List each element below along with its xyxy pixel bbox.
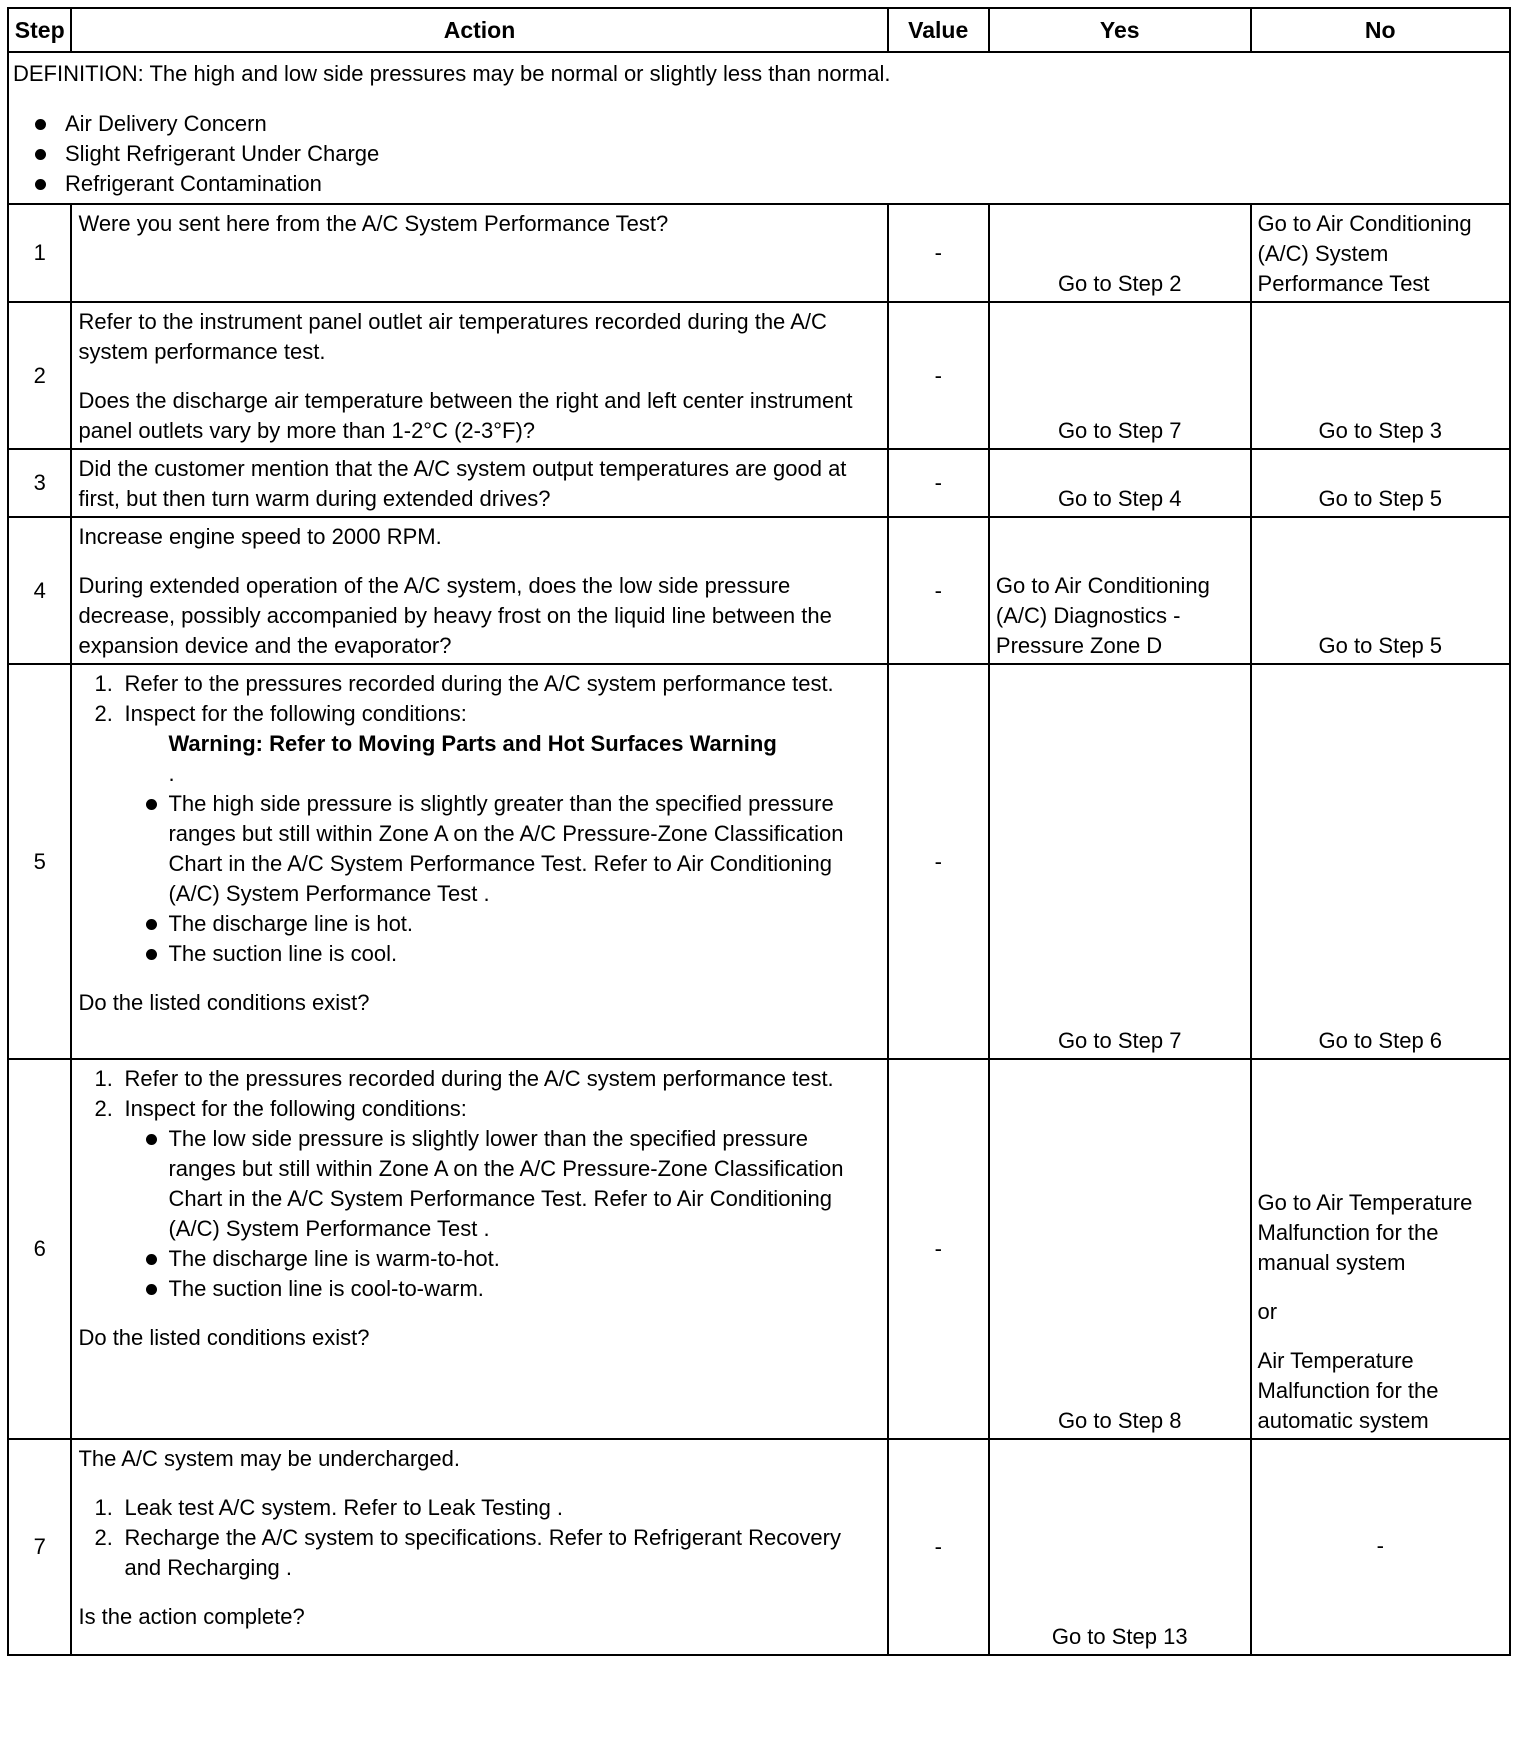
step-action bbox=[71, 1059, 887, 1439]
step-no: - bbox=[1251, 1439, 1510, 1655]
condition-item: The suction line is cool-to-warm. bbox=[124, 1274, 880, 1304]
procedure-item: 1. Leak test A/C system. Refer to Leak Testing . bbox=[94, 1495, 564, 1520]
step-row-7 bbox=[8, 1439, 1510, 1655]
header-row bbox=[8, 8, 1510, 52]
step-procedure-list bbox=[78, 1064, 880, 1124]
step-value: - bbox=[888, 449, 989, 517]
definition-item: Slight Refrigerant Under Charge bbox=[13, 139, 1505, 169]
condition-list bbox=[78, 789, 880, 969]
header-value: Value bbox=[888, 8, 989, 52]
step-value: - bbox=[888, 1439, 989, 1655]
step-yes: Go to Step 7 bbox=[989, 302, 1251, 449]
header-yes: Yes bbox=[989, 8, 1251, 52]
step-number: 1 bbox=[8, 204, 71, 302]
step-row-3 bbox=[8, 449, 1510, 517]
procedure-item: 2. Recharge the A/C system to specifications. Refer to Refrigerant Recovery and Recharging . bbox=[94, 1525, 841, 1580]
procedure-item: 2. Inspect for the following conditions: bbox=[94, 1096, 467, 1121]
step-yes: Go to Step 7 bbox=[989, 664, 1251, 1059]
step-action bbox=[71, 1439, 887, 1655]
definition-item: Refrigerant Contamination bbox=[13, 169, 1505, 199]
step-procedure-list bbox=[78, 1493, 880, 1583]
definition-cell bbox=[8, 52, 1510, 204]
step-yes: Go to Step 8 bbox=[989, 1059, 1251, 1439]
condition-item: The high side pressure is slightly greater than the specified pressure ranges but still within Zone A on the A/C Pressure-Zone Classification Chart in the A/C System Performance Test. Refer to Air Conditioning (A/C) System Performance Test . bbox=[124, 789, 880, 909]
step-yes: Go to Step 4 bbox=[989, 449, 1251, 517]
condition-item: The discharge line is warm-to-hot. bbox=[124, 1244, 880, 1274]
step-action-question: Do the listed conditions exist? bbox=[78, 1325, 370, 1350]
step-number: 2 bbox=[8, 302, 71, 449]
definition-list bbox=[13, 109, 1505, 199]
step-number: 3 bbox=[8, 449, 71, 517]
definition-row bbox=[8, 52, 1510, 204]
step-action-question: Is the action complete? bbox=[78, 1604, 305, 1629]
step-row-4 bbox=[8, 517, 1510, 664]
condition-item: The discharge line is hot. bbox=[124, 909, 880, 939]
step-no: Go to Step 5 bbox=[1251, 517, 1510, 664]
step-no bbox=[1251, 1059, 1510, 1439]
step-yes: Go to Air Conditioning (A/C) Diagnostics - Pressure Zone D bbox=[989, 517, 1251, 664]
step-value: - bbox=[888, 204, 989, 302]
header-step: Step bbox=[8, 8, 71, 52]
step-value: - bbox=[888, 1059, 989, 1439]
definition-text: DEFINITION: The high and low side pressures may be normal or slightly less than normal. bbox=[13, 61, 891, 86]
condition-item: The suction line is cool. bbox=[124, 939, 880, 969]
warning-note-period: . bbox=[168, 761, 175, 786]
step-no: Go to Step 3 bbox=[1251, 302, 1510, 449]
step-action-paragraph: The A/C system may be undercharged. bbox=[78, 1446, 460, 1471]
step-action-question: During extended operation of the A/C system, does the low side pressure decrease, possibly accompanied by heavy frost on the liquid line between the expansion device and the evaporator? bbox=[78, 573, 832, 658]
diagnostic-table-page bbox=[7, 7, 1511, 1656]
step-number: 5 bbox=[8, 664, 71, 1059]
step-value: - bbox=[888, 664, 989, 1059]
procedure-item: 1. Refer to the pressures recorded during the A/C system performance test. bbox=[94, 671, 834, 696]
header-no: No bbox=[1251, 8, 1510, 52]
step-action bbox=[71, 664, 887, 1059]
step-action-question: Does the discharge air temperature between the right and left center instrument panel outlets vary by more than 1-2°C (2-3°F)? bbox=[78, 388, 853, 443]
step-procedure-list bbox=[78, 669, 880, 729]
definition-item: Air Delivery Concern bbox=[13, 109, 1505, 139]
header-action: Action bbox=[71, 8, 887, 52]
step-no: Go to Step 6 bbox=[1251, 664, 1510, 1059]
step-value: - bbox=[888, 517, 989, 664]
procedure-item: 2. Inspect for the following conditions: bbox=[94, 701, 467, 726]
step-number: 4 bbox=[8, 517, 71, 664]
step-no-text: Go to Air Conditioning (A/C) System Performance Test bbox=[1257, 211, 1472, 296]
step-no-manual: Go to Air Temperature Malfunction for the manual system bbox=[1257, 1190, 1473, 1275]
step-row-5 bbox=[8, 664, 1510, 1059]
step-action-paragraph: Increase engine speed to 2000 RPM. bbox=[78, 524, 442, 549]
step-no-or: or bbox=[1257, 1299, 1278, 1324]
condition-item: The low side pressure is slightly lower than the specified pressure ranges but still within Zone A on the A/C Pressure-Zone Classification Chart in the A/C System Performance Test. Refer to Air Conditioning (A/C) System Performance Test . bbox=[124, 1124, 880, 1244]
step-action: Were you sent here from the A/C System Performance Test? bbox=[71, 204, 887, 302]
step-action bbox=[71, 517, 887, 664]
diagnostic-table bbox=[7, 7, 1511, 1656]
step-no-automatic: Air Temperature Malfunction for the automatic system bbox=[1257, 1348, 1439, 1433]
step-row-1 bbox=[8, 204, 1510, 302]
step-no: Go to Step 5 bbox=[1251, 449, 1510, 517]
step-action bbox=[71, 302, 887, 449]
procedure-item: 1. Refer to the pressures recorded during the A/C system performance test. bbox=[94, 1066, 834, 1091]
warning-note: Warning: Refer to Moving Parts and Hot Surfaces Warning bbox=[168, 731, 777, 756]
step-row-2 bbox=[8, 302, 1510, 449]
step-action-paragraph: Refer to the instrument panel outlet air temperatures recorded during the A/C system performance test. bbox=[78, 309, 827, 364]
step-value: - bbox=[888, 302, 989, 449]
step-number: 7 bbox=[8, 1439, 71, 1655]
step-action: Did the customer mention that the A/C system output temperatures are good at first, but then turn warm during extended drives? bbox=[71, 449, 887, 517]
step-yes: Go to Step 13 bbox=[989, 1439, 1251, 1655]
step-yes: Go to Step 2 bbox=[989, 204, 1251, 302]
step-no bbox=[1251, 204, 1510, 302]
step-row-6 bbox=[8, 1059, 1510, 1439]
condition-list bbox=[78, 1124, 880, 1304]
step-number: 6 bbox=[8, 1059, 71, 1439]
step-action-question: Do the listed conditions exist? bbox=[78, 990, 370, 1015]
